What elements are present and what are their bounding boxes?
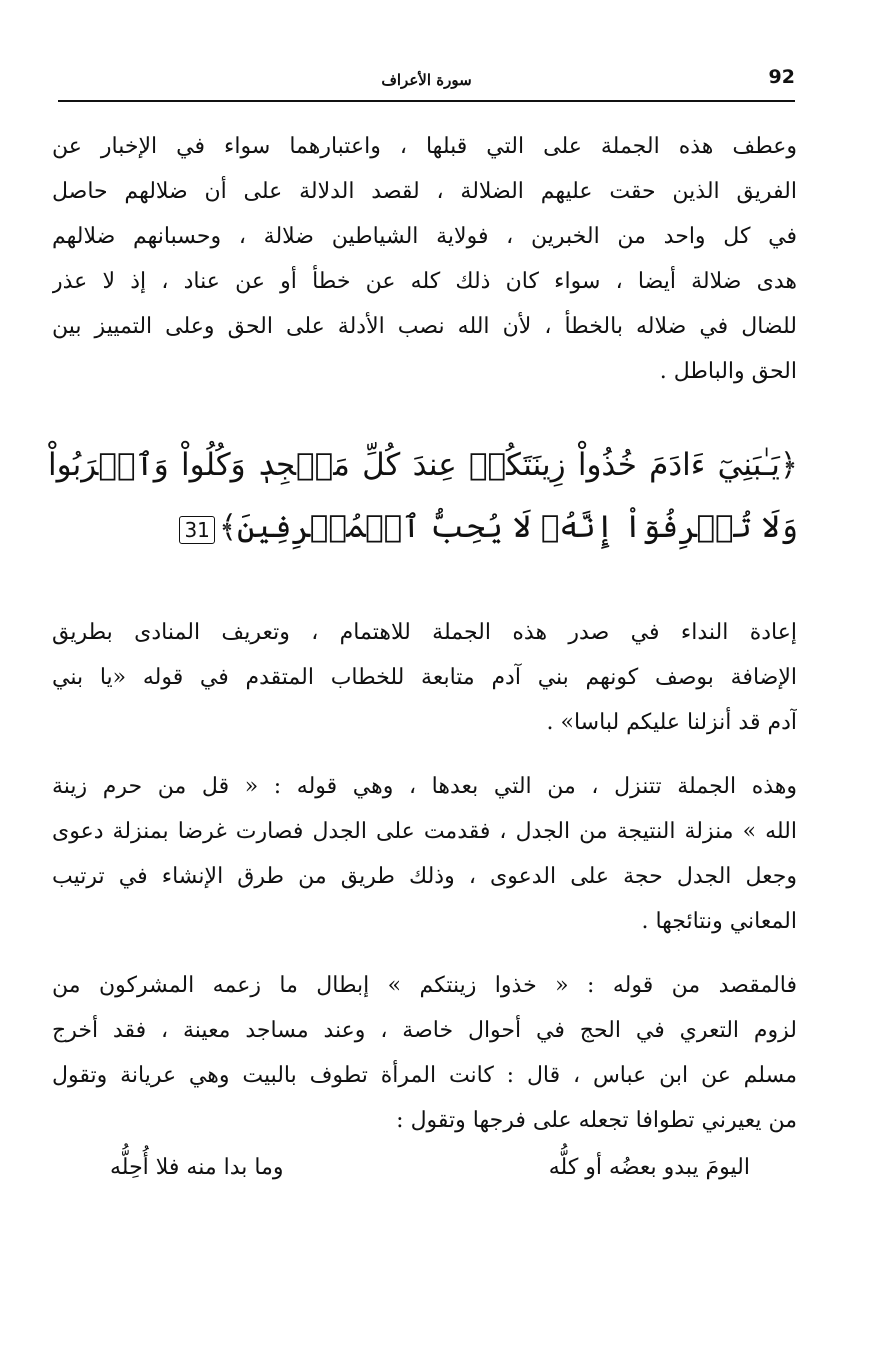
paragraph-1	[52, 124, 797, 394]
text-line: الإضافة بوصف كونهم بني آدم متابعة للخطاب المتقدم في قوله «يا بني	[52, 665, 797, 690]
text-line: وعطف هذه الجملة على التي قبلها ، واعتبارهما سواء في الإخبار عن	[52, 134, 797, 159]
poem-verse	[110, 1145, 750, 1190]
text-line: وهذه الجملة تتنزل ، من التي بعدها ، وهي قوله : « قل من حرم زينة	[52, 774, 797, 799]
text-line: الله » منزلة النتيجة من الجدل ، فقدمت على الجدل فصارت غرضا بمنزلة دعوى	[52, 819, 797, 844]
text-line: لزوم التعري في الحج في أحوال خاصة ، وعند مساجد معينة ، فقد أخرج	[52, 1018, 797, 1043]
verse-text: وَلَا تُسۡرِفُوٓاْ إِنَّهُۥ لَا يُحِبُّ ٱلۡمُسۡرِفِينَ﴾	[218, 509, 798, 545]
paragraph-4	[52, 963, 797, 1143]
text-line: في كل واحد من الخبرين ، فولاية الشياطين ضلالة ، وحسبانهم ضلالهم	[52, 224, 797, 249]
verse-line-2	[48, 496, 798, 558]
text-line: هدى ضلالة أيضا ، سواء كان ذلك كله عن خطأ أو عن عناد ، إذ لا عذر	[52, 269, 797, 294]
quran-verse	[48, 434, 798, 558]
text-line: آدم قد أنزلنا عليكم لباسا» .	[546, 710, 797, 735]
poem-hemistich-2: وما بدا منه فلا أُحِلُّه	[110, 1155, 284, 1180]
paragraph-2	[52, 610, 797, 745]
page-number: 92	[768, 66, 795, 88]
text-line: وجعل الجدل حجة على الدعوى ، وذلك طريق من طرق الإنشاء في ترتيب	[52, 864, 797, 889]
page-header	[58, 62, 795, 102]
paragraph-3	[52, 764, 797, 944]
header-rule	[58, 100, 795, 102]
text-line: المعاني ونتائجها .	[641, 909, 797, 934]
ayah-number: 31	[179, 516, 214, 544]
text-line: إعادة النداء في صدر هذه الجملة للاهتمام ، وتعريف المنادى بطريق	[52, 620, 797, 645]
verse-line-1: ﴿يَـٰبَنِيٓ ءَادَمَ خُذُواْ زِينَتَكُمۡ عِندَ كُلِّ مَسۡجِدٖ وَكُلُواْ وَٱشۡرَبُواْ	[48, 447, 798, 483]
text-line: من يعيرني تطوافا تجعله على فرجها وتقول :	[396, 1108, 797, 1133]
poem-hemistich-1: اليومَ يبدو بعضُه أو كلُّه	[548, 1155, 750, 1180]
surah-title: سورة الأعراف	[381, 71, 472, 89]
text-line: مسلم عن ابن عباس ، قال : كانت المرأة تطوف بالبيت وهي عريانة وتقول	[52, 1063, 797, 1088]
text-line: فالمقصد من قوله : « خذوا زينتكم » إبطال ما زعمه المشركون من	[52, 973, 797, 998]
text-line: للضال في ضلاله بالخطأ ، لأن الله نصب الأدلة على الحق وعلى التمييز بين	[52, 314, 797, 339]
text-line: الفريق الذين حقت عليهم الضلالة ، لقصد الدلالة على أن ضلالهم حاصل	[52, 179, 797, 204]
text-line: الحق والباطل .	[659, 359, 797, 384]
